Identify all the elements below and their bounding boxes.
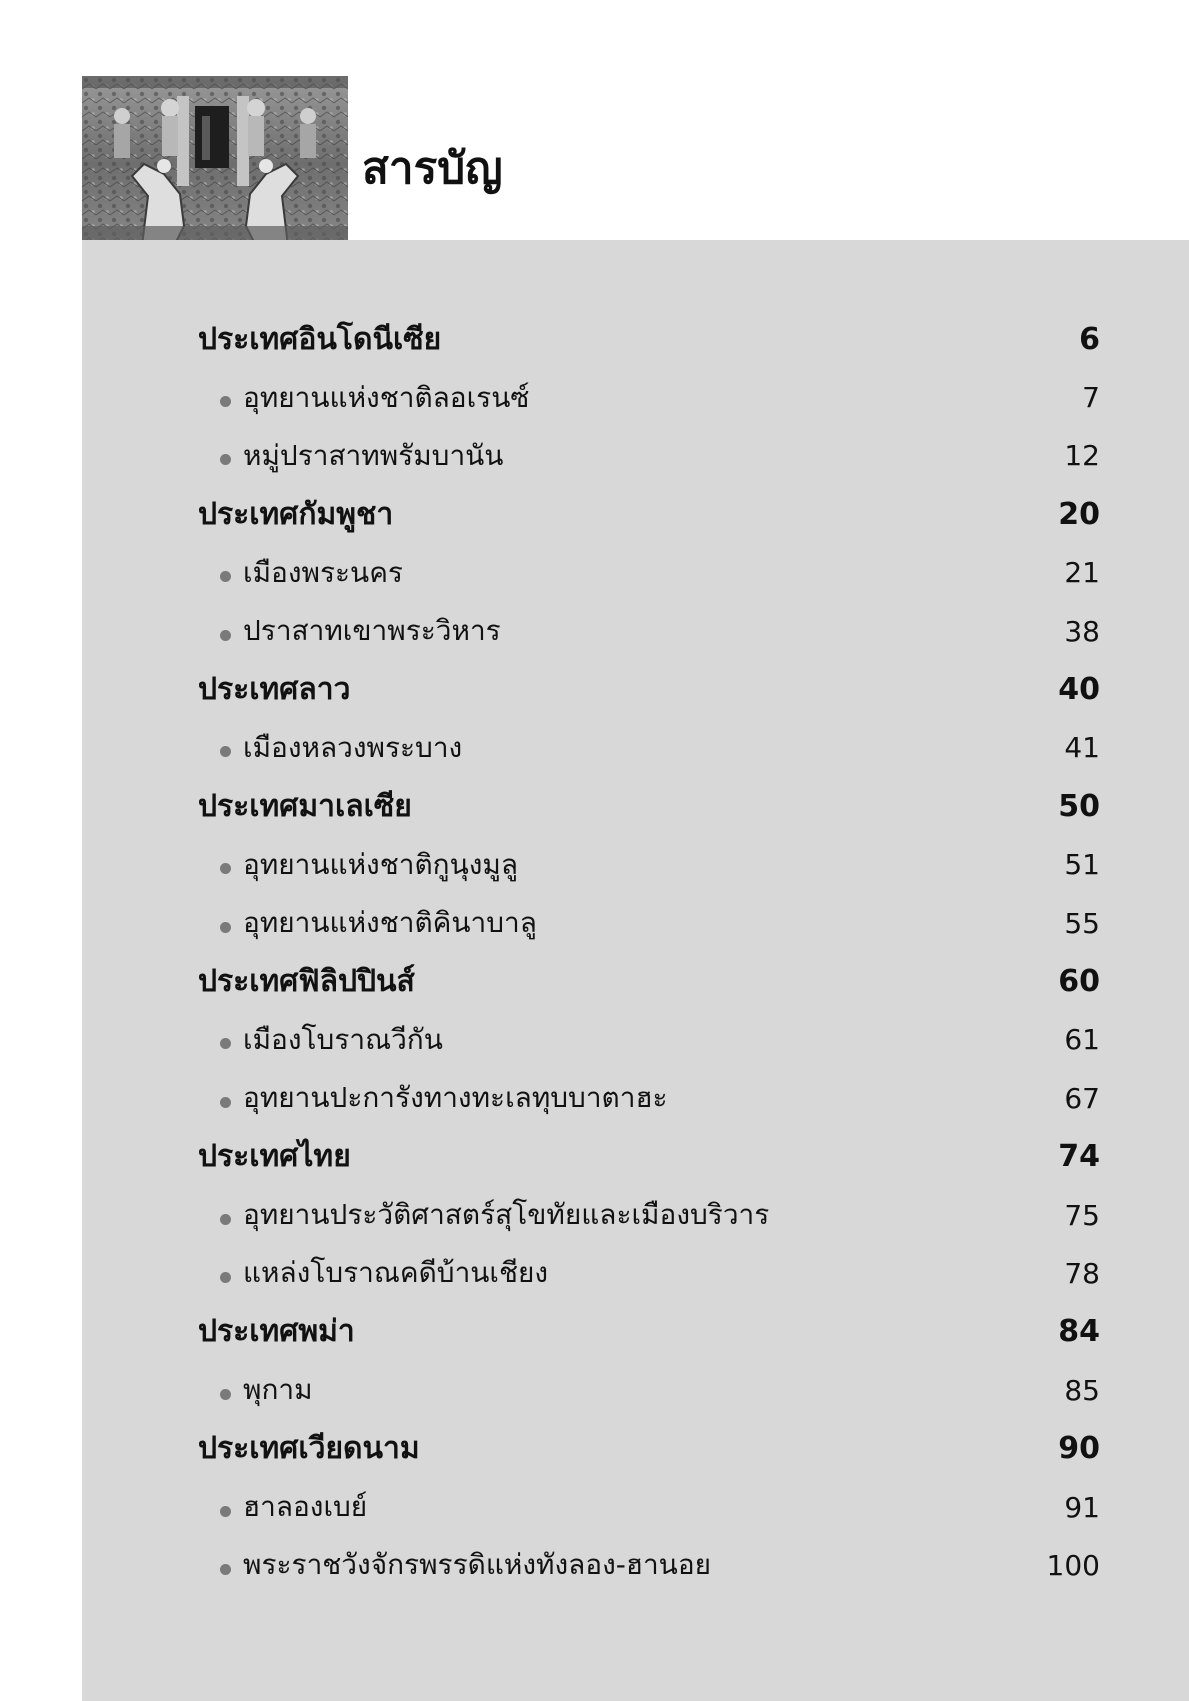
page-number: 7 xyxy=(1082,381,1100,415)
section-title: อุทยานแห่งชาติคินาบาลู xyxy=(243,906,537,940)
page-number: 60 xyxy=(1058,963,1100,999)
page-number: 38 xyxy=(1064,614,1100,648)
toc-section-row[interactable] xyxy=(198,1011,1100,1069)
chapter-title: ประเทศลาว xyxy=(198,672,351,708)
section-title: อุทยานปะการังทางทะเลทุบบาตาฮะ xyxy=(243,1081,668,1115)
page-number: 51 xyxy=(1064,848,1100,882)
page-number: 40 xyxy=(1058,672,1100,708)
toc-chapter-row[interactable] xyxy=(198,1419,1100,1477)
page-number: 67 xyxy=(1064,1081,1100,1115)
section-title: อุทยานประวัติศาสตร์สุโขทัยและเมืองบริวาร xyxy=(243,1198,770,1232)
toc-chapter-row[interactable] xyxy=(198,485,1100,543)
bullet-icon xyxy=(220,1506,231,1517)
page-number: 41 xyxy=(1064,731,1100,765)
toc-section-row[interactable] xyxy=(198,427,1100,485)
chapter-title: ประเทศไทย xyxy=(198,1139,351,1175)
toc-chapter-row[interactable] xyxy=(198,777,1100,835)
toc-section-row[interactable] xyxy=(198,602,1100,660)
toc-chapter-row[interactable] xyxy=(198,1303,1100,1361)
temple-statue-photo-icon xyxy=(82,76,348,251)
toc-section-row[interactable] xyxy=(198,719,1100,777)
page-number: 55 xyxy=(1064,906,1100,940)
bullet-icon xyxy=(220,1272,231,1283)
section-title: อุทยานแห่งชาติลอเรนซ์ xyxy=(243,380,530,414)
bullet-icon xyxy=(220,630,231,641)
bullet-icon xyxy=(220,571,231,582)
page-number: 50 xyxy=(1058,788,1100,824)
page-number: 21 xyxy=(1064,556,1100,590)
section-title: ปราสาทเขาพระวิหาร xyxy=(243,614,501,648)
toc-chapter-row[interactable] xyxy=(198,1127,1100,1185)
toc-chapter-row[interactable] xyxy=(198,952,1100,1010)
page-number: 91 xyxy=(1064,1490,1100,1524)
toc-section-row[interactable] xyxy=(198,1536,1100,1594)
section-title: แหล่งโบราณคดีบ้านเชียง xyxy=(243,1256,549,1290)
page-number: 75 xyxy=(1064,1198,1100,1232)
bullet-icon xyxy=(220,922,231,933)
page-number: 78 xyxy=(1064,1256,1100,1290)
chapter-title: ประเทศกัมพูชา xyxy=(198,496,394,532)
chapter-title: ประเทศพม่า xyxy=(198,1314,355,1350)
section-title: เมืองหลวงพระบาง xyxy=(243,730,463,764)
bullet-icon xyxy=(220,396,231,407)
toc-section-row[interactable] xyxy=(198,836,1100,894)
bullet-icon xyxy=(220,1214,231,1225)
section-title: ฮาลองเบย์ xyxy=(243,1490,368,1523)
page-number: 84 xyxy=(1058,1314,1100,1350)
toc-section-row[interactable] xyxy=(198,894,1100,952)
page-number: 61 xyxy=(1064,1023,1100,1057)
header-photo xyxy=(82,76,348,251)
page-number: 74 xyxy=(1058,1139,1100,1175)
section-title: เมืองพระนคร xyxy=(243,555,403,589)
toc-section-row[interactable] xyxy=(198,544,1100,602)
bullet-icon xyxy=(220,1038,231,1049)
page-number: 100 xyxy=(1046,1548,1100,1582)
toc-section-row[interactable] xyxy=(198,1478,1100,1536)
toc-section-row[interactable] xyxy=(198,1361,1100,1419)
page-number: 20 xyxy=(1058,496,1100,532)
page-number: 12 xyxy=(1064,439,1100,473)
page-number: 85 xyxy=(1064,1373,1100,1407)
section-title: หมู่ปราสาทพรัมบานัน xyxy=(243,438,504,472)
page-number: 6 xyxy=(1079,321,1100,357)
chapter-title: ประเทศฟิลิปปินส์ xyxy=(198,963,415,999)
bullet-icon xyxy=(220,746,231,757)
toc-section-row[interactable] xyxy=(198,368,1100,426)
toc-section-row[interactable] xyxy=(198,1186,1100,1244)
bullet-icon xyxy=(220,454,231,465)
page-number: 90 xyxy=(1058,1431,1100,1467)
chapter-title: ประเทศเวียดนาม xyxy=(198,1431,420,1467)
bullet-icon xyxy=(220,863,231,874)
section-title: อุทยานแห่งชาติกูนุงมูลู xyxy=(243,847,519,881)
toc-chapter-row[interactable] xyxy=(198,310,1100,368)
chapter-title: ประเทศมาเลเซีย xyxy=(198,788,412,824)
page-title: สารบัญ xyxy=(362,143,503,194)
toc-panel xyxy=(82,240,1189,1701)
toc-section-row[interactable] xyxy=(198,1244,1100,1302)
toc-section-row[interactable] xyxy=(198,1069,1100,1127)
bullet-icon xyxy=(220,1389,231,1400)
toc-chapter-row[interactable] xyxy=(198,660,1100,718)
bullet-icon xyxy=(220,1564,231,1575)
chapter-title: ประเทศอินโดนีเซีย xyxy=(198,321,442,357)
toc-list xyxy=(198,310,1100,1595)
section-title: พระราชวังจักรพรรดิแห่งทังลอง-ฮานอย xyxy=(243,1548,712,1582)
section-title: เมืองโบราณวีกัน xyxy=(243,1022,443,1056)
section-title: พุกาม xyxy=(243,1373,313,1407)
bullet-icon xyxy=(220,1097,231,1108)
